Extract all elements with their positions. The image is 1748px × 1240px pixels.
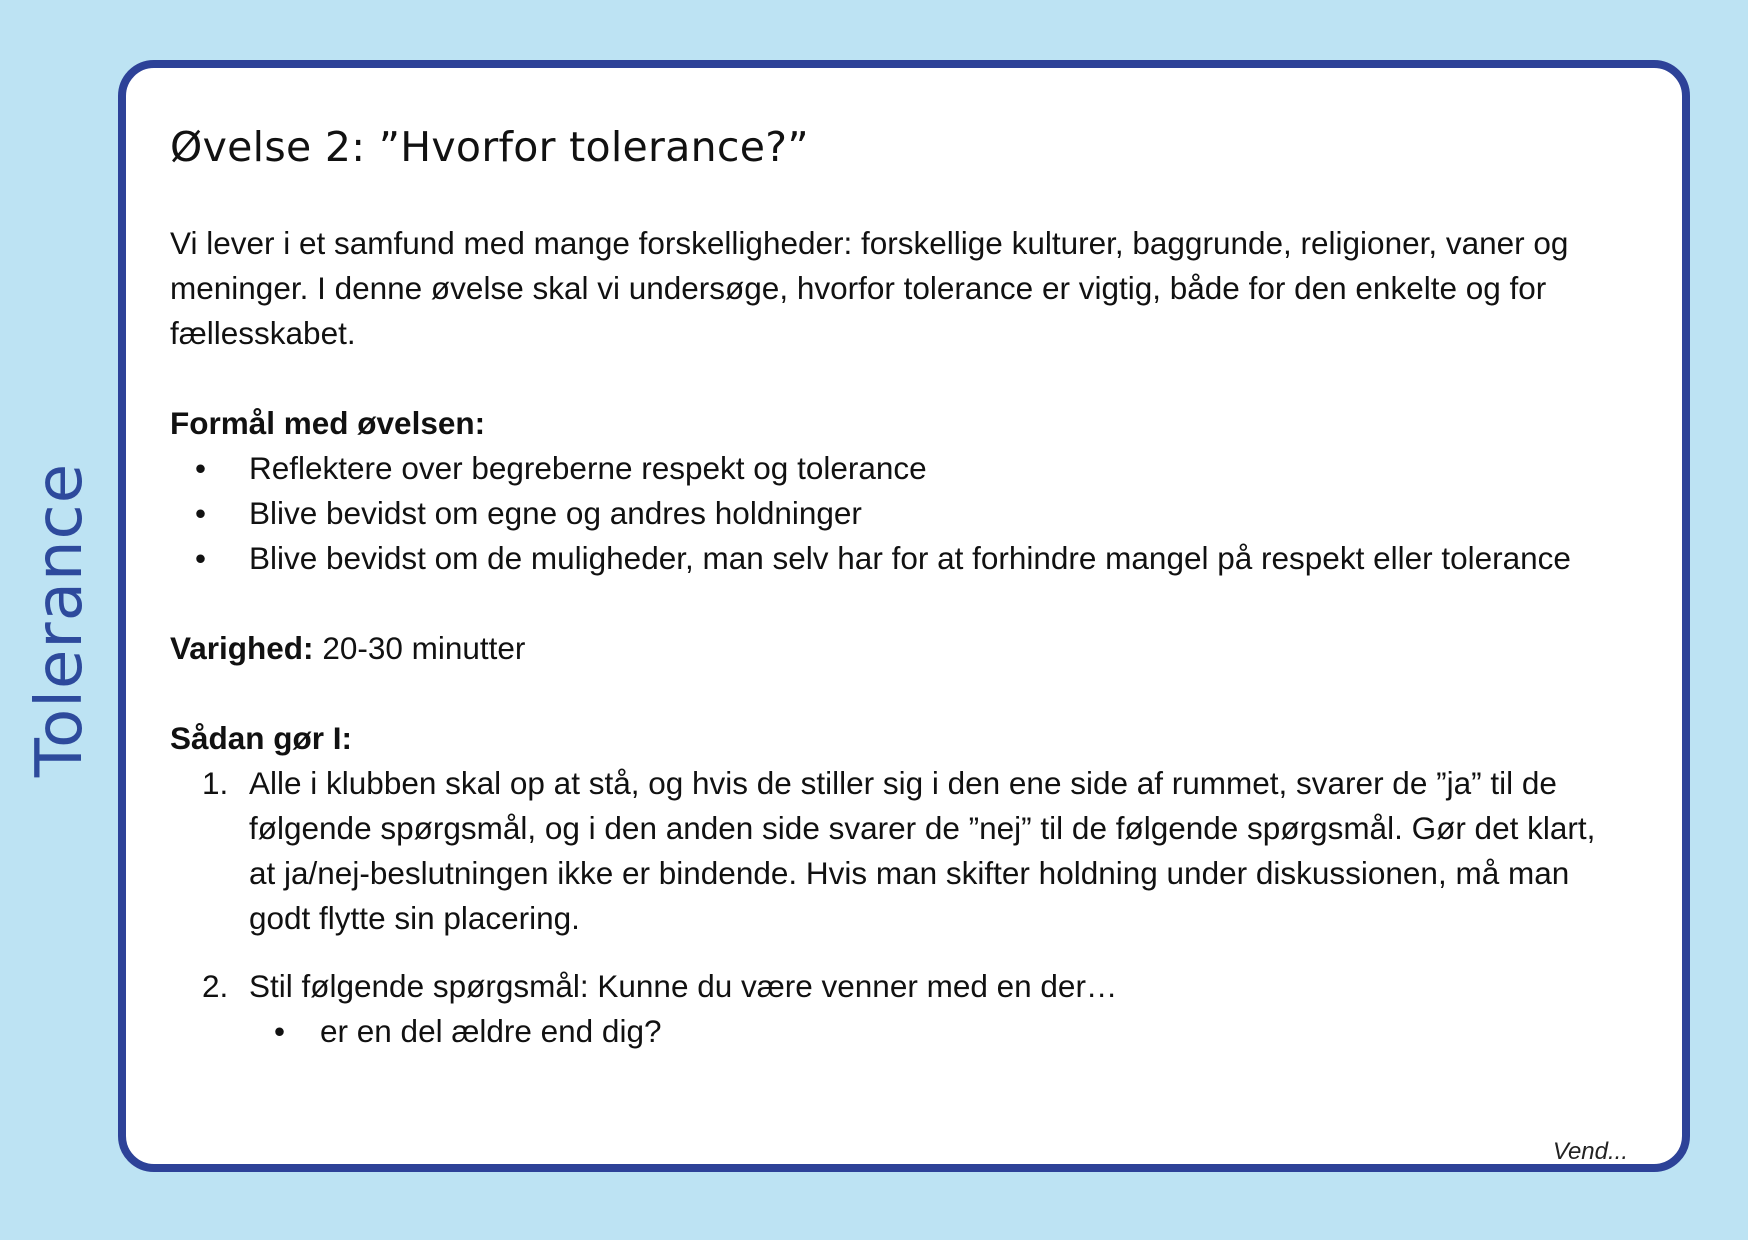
step-text: Stil følgende spørgsmål: Kunne du være venner med en der… [249, 968, 1118, 1004]
duration-value: 20-30 minutter [322, 630, 526, 666]
howto-heading: Sådan gør I: [170, 720, 353, 756]
purpose-item: • Blive bevidst om de muligheder, man selv har for at forhindre mangel på respekt eller tolerance [170, 536, 1630, 581]
question-list [249, 1009, 1630, 1054]
question-item: • er en del ældre end dig? [249, 1009, 1630, 1054]
turn-page-note: Vend... [1552, 1138, 1628, 1165]
duration-line [170, 626, 1630, 671]
intro-paragraph: Vi lever i et samfund med mange forskelligheder: forskellige kulturer, baggrunde, religioner, vaner og meninger. I denne øvelse skal vi undersøge, hvorfor tolerance er vigtig, både for den enkelte og for fællesskabet. [170, 225, 1569, 351]
howto-steps [170, 761, 1630, 1054]
step-item [170, 964, 1630, 1054]
step-number: 1. [202, 765, 229, 801]
page-title: Øvelse 2: ”Hvorfor tolerance?” [170, 123, 809, 171]
purpose-heading: Formål med øvelsen: [170, 405, 486, 441]
step-item [170, 761, 1630, 941]
exercise-content [170, 117, 1630, 1054]
duration-label: Varighed: [170, 630, 314, 666]
step-text: Alle i klubben skal op at stå, og hvis de stiller sig i den ene side af rummet, svarer de ”ja” til de følgende spørgsmål, og i den anden side svarer de ”nej” til de følgende spørgsmål. Gør det klart, at ja/nej-beslutningen ikke er bindende. Hvis man skifter holdning under diskussionen, må man godt flytte sin placering. [249, 765, 1596, 936]
purpose-item: • Blive bevidst om egne og andres holdninger [170, 491, 1630, 536]
purpose-list [170, 446, 1630, 581]
step-number: 2. [202, 968, 229, 1004]
side-title: Tolerance [23, 462, 97, 778]
purpose-item: • Reflektere over begreberne respekt og tolerance [170, 446, 1630, 491]
